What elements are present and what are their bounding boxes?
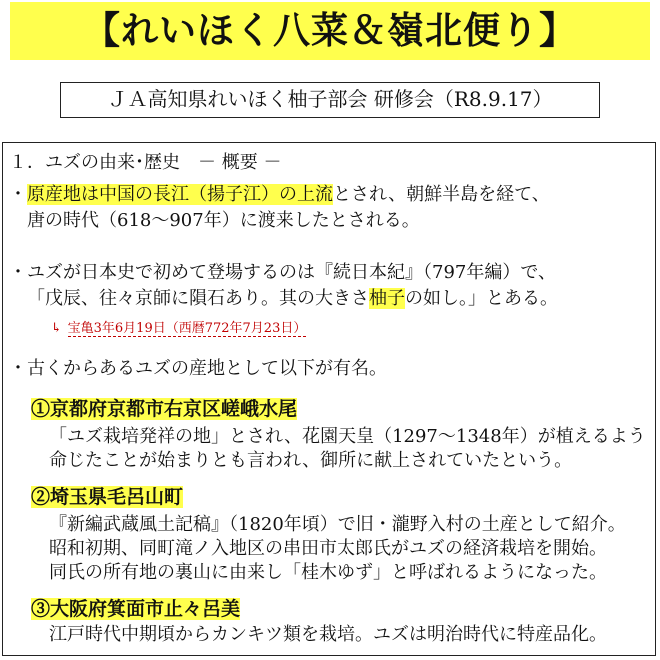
date-note-text: 宝亀3年6月19日（西暦772年7月23日） [67, 321, 307, 336]
place-saitama-desc-2: 昭和初期、同町滝ノ入地区の串田市太郎氏がユズの経済栽培を開始。 [49, 538, 607, 559]
highlight-origin: 原産地は中国の長江（揚子江）の上流 [27, 184, 333, 205]
bullet-production: ・古くからあるユズの産地として以下が有名。 [9, 358, 387, 379]
content-box [2, 142, 656, 656]
bullet-history-line-1: ・ユズが日本史で初めて登場するのは『続日本紀』（797年編）で、 [9, 262, 556, 283]
section-heading: １．ユズの由来･歴史 － 概要 － [9, 152, 282, 173]
date-note [51, 315, 306, 341]
place-saitama-desc-3: 同氏の所有地の裏山に由来し「桂木ゆず」と呼ばれるようになった。 [49, 562, 607, 583]
bullet-origin: ・原産地は中国の長江（揚子江）の上流とされ、朝鮮半島を経て、 [9, 184, 550, 205]
bullet-history-line-2 [27, 287, 558, 311]
place-kyoto-desc-1: 「ユズ栽培発祥の地」とされ、花園天皇（1297～1348年）が植えるよう [49, 426, 646, 447]
subtitle-box: ＪＡ高知県れいほく柚子部会 研修会（R8.9.17） [60, 82, 600, 118]
highlight-yuzu: 柚子 [369, 288, 405, 309]
place-osaka: ③大阪府箕面市止々呂美 [31, 598, 241, 620]
place-osaka-desc-1: 江戸時代中期頃からカンキツ類を栽培。ユズは明治時代に特産品化。 [49, 624, 607, 645]
place-kyoto: ①京都府京都市右京区嵯峨水尾 [31, 398, 298, 420]
page-title: 【れいほく八菜＆嶺北便り】 [10, 2, 650, 60]
history-text-b: の如し。」とある。 [405, 288, 558, 309]
place-kyoto-desc-2: 命じたことが始まりとも言われ、御所に献上されていたという。 [49, 450, 573, 471]
origin-text: とされ、朝鮮半島を経て、 [333, 184, 550, 205]
corner-arrow-icon: ↳ [51, 321, 62, 336]
history-text-a: 「戊辰、往々京師に隕石あり。其の大きさ [27, 288, 369, 309]
origin-line-2: 唐の時代（618～907年）に渡来したとされる。 [27, 210, 420, 231]
place-saitama-desc-1: 『新編武蔵風土記稿』（1820年頃）で旧・瀧野入村の土産として紹介。 [49, 514, 626, 535]
place-saitama: ②埼玉県毛呂山町 [31, 486, 184, 508]
